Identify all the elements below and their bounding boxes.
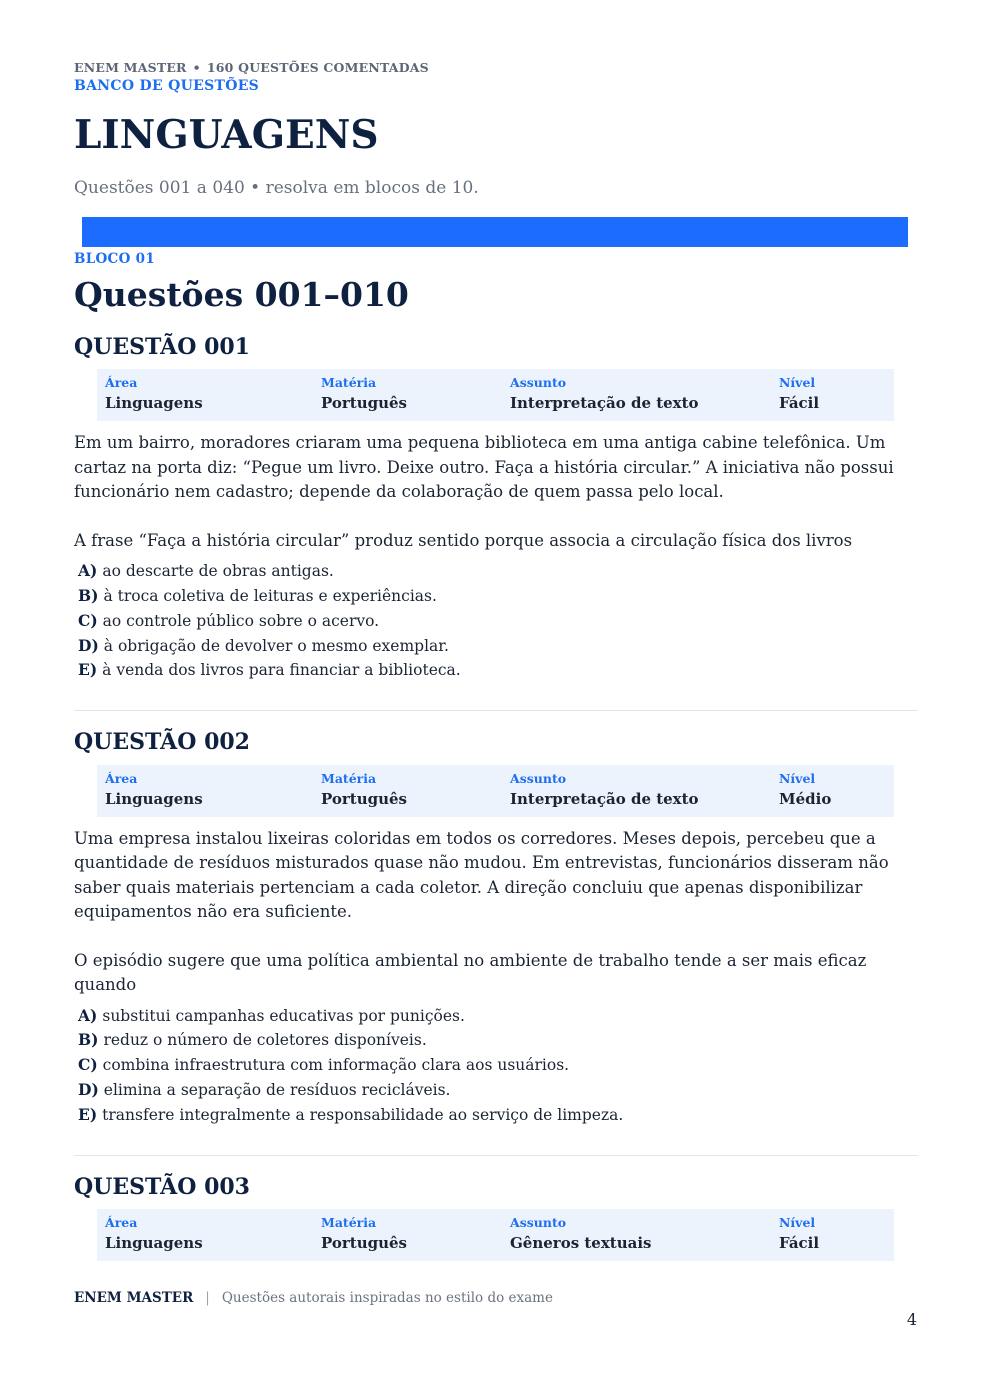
meta-value: Gêneros textuais: [510, 1234, 652, 1253]
option-text: à venda dos livros para financiar a biblioteca.: [102, 661, 461, 680]
answer-options: [78, 1004, 918, 1128]
option-text: à troca coletiva de leituras e experiências.: [103, 587, 437, 606]
option-letter: C): [78, 610, 98, 630]
meta-nivel: [779, 375, 879, 414]
answer-option-d[interactable]: [78, 1078, 918, 1103]
meta-assunto: [510, 375, 779, 414]
meta-value: Fácil: [779, 1234, 820, 1253]
meta-nivel: [779, 1215, 879, 1254]
option-letter: C): [78, 1055, 98, 1075]
meta-value: Linguagens: [105, 394, 203, 413]
meta-value: Português: [321, 1234, 408, 1253]
question-title: QUESTÃO 003: [74, 1173, 250, 1200]
footer-brand: ENEM MASTER: [74, 1290, 194, 1306]
question-prompt: O episódio sugere que uma política ambiental no ambiente de trabalho tende a ser mais eficaz quando: [74, 950, 867, 995]
meta-label: Área: [105, 1215, 138, 1231]
option-text: substitui campanhas educativas por punições.: [102, 1006, 465, 1025]
question-prompt: A frase “Faça a história circular” produz sentido porque associa a circulação física dos livros: [74, 530, 853, 550]
option-letter: D): [78, 1080, 99, 1100]
accent-bar: [82, 217, 908, 247]
option-text: ao descarte de obras antigas.: [102, 562, 334, 581]
meta-value: Médio: [779, 789, 832, 808]
meta-materia: [321, 771, 510, 810]
header-separator: •: [192, 60, 201, 75]
option-text: elimina a separação de resíduos recicláveis.: [103, 1081, 451, 1100]
option-letter: B): [78, 1030, 99, 1050]
header-kicker: BANCO DE QUESTÕES: [74, 78, 260, 94]
meta-value: Interpretação de texto: [510, 789, 699, 808]
header-brand: ENEM MASTER: [74, 60, 187, 75]
question-title: QUESTÃO 002: [74, 729, 250, 756]
option-letter: B): [78, 586, 99, 606]
footer-tagline: Questões autorais inspiradas no estilo do exame: [221, 1290, 553, 1306]
footer-separator: |: [205, 1290, 210, 1306]
answer-option-b[interactable]: [78, 584, 918, 609]
option-letter: E): [78, 660, 98, 680]
question-002: [74, 729, 918, 1127]
answer-option-d[interactable]: [78, 634, 918, 659]
answer-option-c[interactable]: [78, 1053, 918, 1078]
meta-label: Assunto: [510, 375, 567, 391]
meta-label: Matéria: [321, 375, 377, 391]
meta-value: Português: [321, 789, 408, 808]
meta-label: Área: [105, 375, 138, 391]
question-title: QUESTÃO 001: [74, 333, 250, 360]
meta-label: Nível: [779, 1215, 816, 1231]
meta-value: Fácil: [779, 394, 820, 413]
question-divider: [74, 1155, 918, 1156]
question-stem: Em um bairro, moradores criaram uma pequena biblioteca em uma antiga cabine telefônica. Um cartaz na porta diz: “Pegue um livro. Deixe outro. Faça a história circular.” A iniciativa não possui funcionário nem cadastro; depende da colaboração de quem passa pelo local.: [74, 433, 894, 502]
answer-option-a[interactable]: [78, 559, 918, 584]
page-subtitle: Questões 001 a 040 • resolva em blocos de 10.: [74, 177, 479, 198]
question-stem: Uma empresa instalou lixeiras coloridas em todos os corredores. Meses depois, percebeu que a quantidade de resíduos misturados quase não mudou. Em entrevistas, funcionários disseram não saber quais materiais pertenciam a cada coletor. A direção concluiu que apenas disponibilizar equipamentos não era suficiente.: [74, 828, 889, 922]
option-letter: D): [78, 635, 99, 655]
answer-option-b[interactable]: [78, 1028, 918, 1053]
meta-area: [105, 771, 321, 810]
meta-value: Português: [321, 394, 408, 413]
meta-nivel: [779, 771, 879, 810]
option-letter: A): [78, 1005, 98, 1025]
page-footer: [74, 1290, 553, 1306]
meta-materia: [321, 375, 510, 414]
question-001: [74, 334, 918, 683]
header-eyebrow: [74, 60, 918, 75]
answer-option-e[interactable]: [78, 658, 918, 683]
question-meta: [97, 765, 894, 817]
question-meta: [97, 369, 894, 421]
meta-value: Linguagens: [105, 1234, 203, 1253]
option-letter: E): [78, 1104, 98, 1124]
question-003: [74, 1174, 918, 1261]
meta-assunto: [510, 771, 779, 810]
meta-label: Nível: [779, 770, 816, 786]
page-content: [74, 60, 918, 1261]
option-text: à obrigação de devolver o mesmo exemplar.: [103, 636, 449, 655]
option-text: ao controle público sobre o acervo.: [102, 611, 380, 630]
option-text: reduz o número de coletores disponíveis.: [103, 1031, 427, 1050]
meta-area: [105, 1215, 321, 1254]
answer-option-c[interactable]: [78, 609, 918, 634]
meta-label: Área: [105, 770, 138, 786]
answer-option-a[interactable]: [78, 1004, 918, 1029]
question-divider: [74, 710, 918, 711]
meta-label: Matéria: [321, 770, 377, 786]
header-series: 160 QUESTÕES COMENTADAS: [206, 60, 429, 75]
meta-assunto: [510, 1215, 779, 1254]
page-title: LINGUAGENS: [74, 112, 379, 158]
option-letter: A): [78, 561, 98, 581]
meta-value: Linguagens: [105, 789, 203, 808]
question-meta: [97, 1209, 894, 1261]
option-text: combina infraestrutura com informação clara aos usuários.: [102, 1056, 570, 1075]
block-title: Questões 001–010: [74, 274, 409, 314]
answer-option-e[interactable]: [78, 1103, 918, 1128]
meta-materia: [321, 1215, 510, 1254]
meta-area: [105, 375, 321, 414]
option-text: transfere integralmente a responsabilidade ao serviço de limpeza.: [102, 1105, 624, 1124]
meta-label: Assunto: [510, 1215, 567, 1231]
block-label: BLOCO 01: [74, 250, 156, 267]
meta-label: Matéria: [321, 1215, 377, 1231]
meta-value: Interpretação de texto: [510, 394, 699, 413]
answer-options: [78, 559, 918, 683]
meta-label: Nível: [779, 375, 816, 391]
page-number: 4: [906, 1310, 917, 1329]
meta-label: Assunto: [510, 770, 567, 786]
